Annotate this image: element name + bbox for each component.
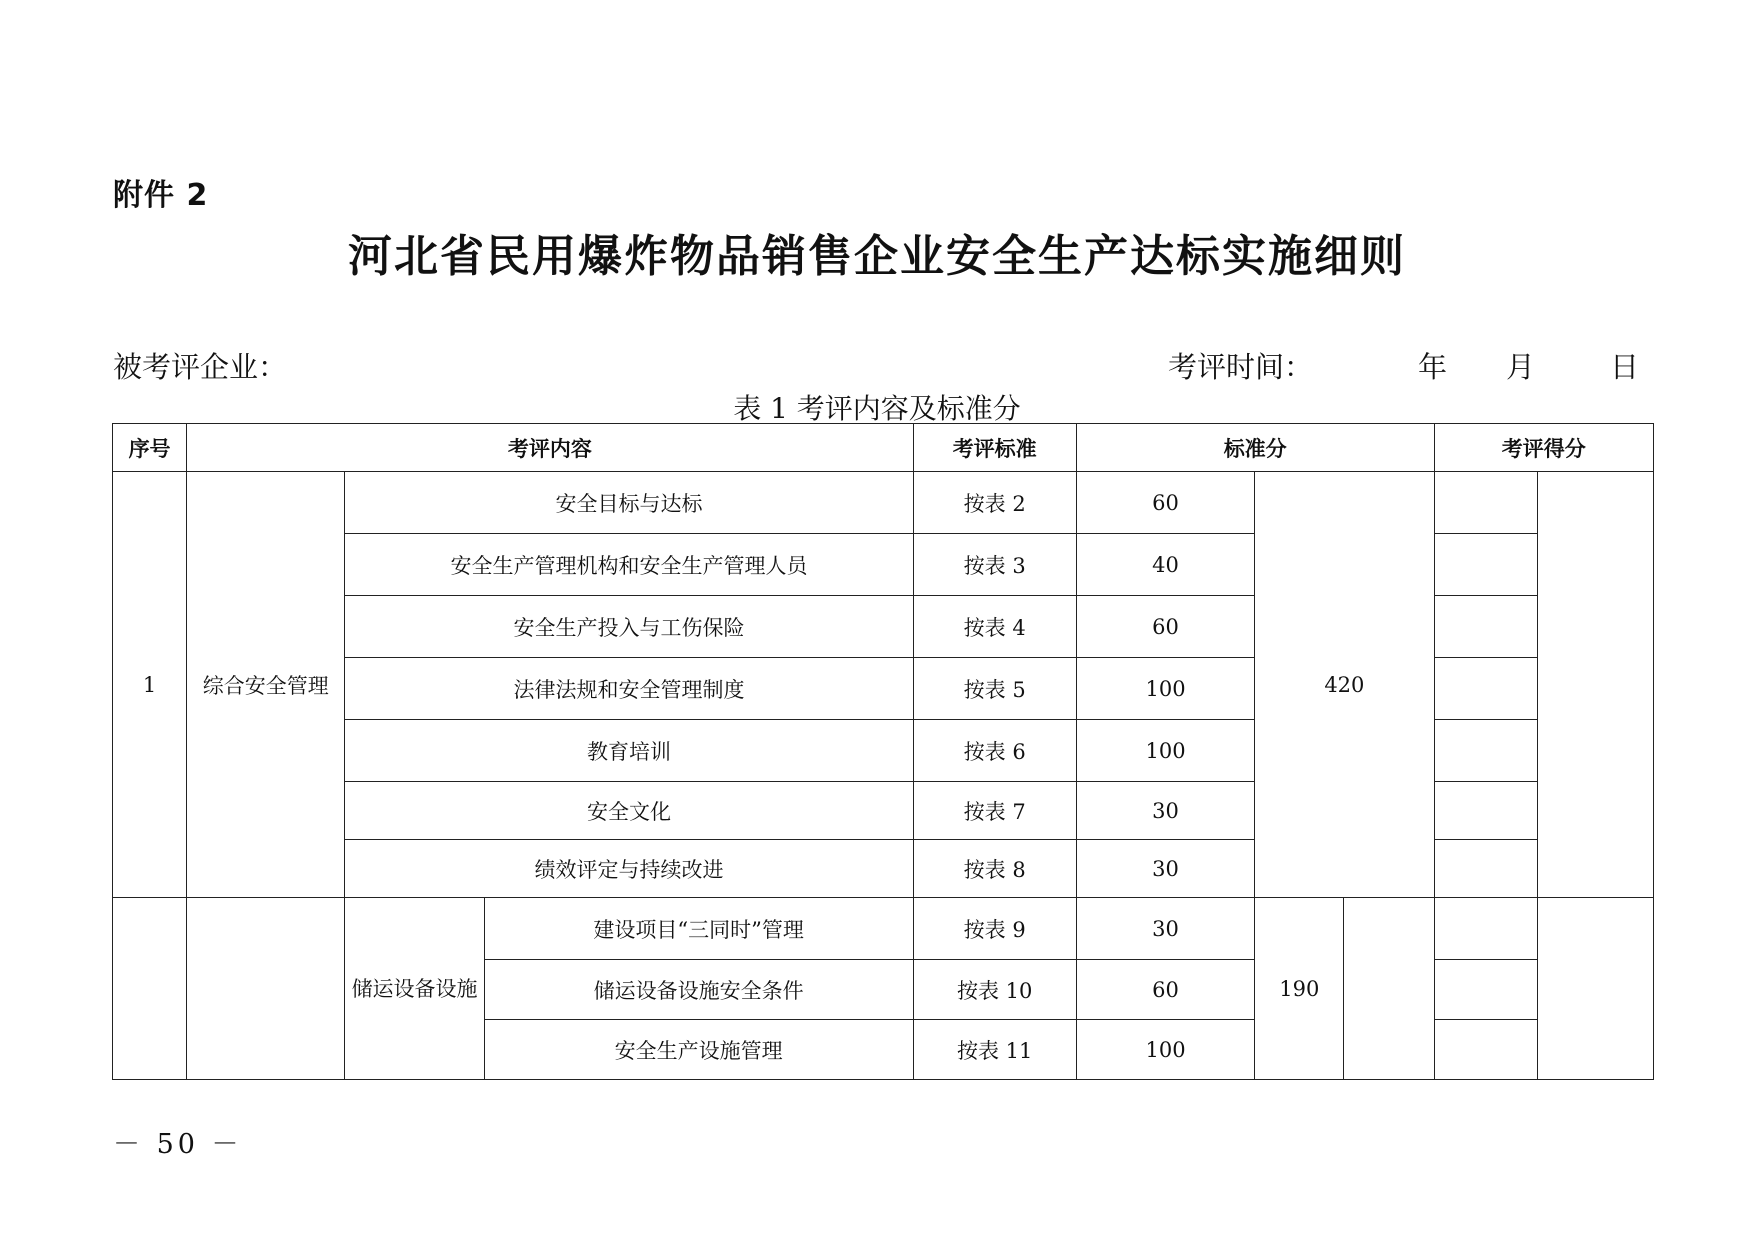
evaluated-enterprise-label: 被考评企业： (113, 350, 288, 384)
item-name: 安全文化 (345, 782, 913, 840)
item-standard: 按表 3 (913, 534, 1076, 596)
header-standard: 考评标准 (913, 424, 1076, 472)
document-title: 河北省民用爆炸物品销售企业安全生产达标实施细则 (348, 231, 1406, 282)
year-label: 年 (1418, 350, 1448, 384)
group1-index: 1 (113, 472, 187, 898)
header-obtained: 考评得分 (1434, 424, 1653, 472)
obtained-score-cell (1434, 898, 1537, 960)
item-name: 绩效评定与持续改进 (345, 840, 913, 898)
item-name: 安全生产投入与工伤保险 (345, 596, 913, 658)
table-row (113, 472, 1654, 534)
obtained-score-cell (1434, 472, 1537, 534)
month-label: 月 (1506, 350, 1536, 384)
group2-total-score: 190 (1255, 898, 1344, 1080)
item-name: 教育培训 (345, 720, 913, 782)
item-score: 100 (1076, 658, 1254, 720)
evaluation-table (112, 423, 1654, 1080)
evaluation-time-label: 考评时间： (1168, 350, 1314, 384)
page-number: － 50 － (113, 1129, 243, 1160)
item-name: 安全生产设施管理 (484, 1020, 913, 1080)
table-caption: 表 1 考评内容及标准分 (733, 392, 1021, 425)
obtained-score-cell (1434, 534, 1537, 596)
item-standard: 按表 6 (913, 720, 1076, 782)
header-score: 标准分 (1076, 424, 1434, 472)
item-standard: 按表 8 (913, 840, 1076, 898)
day-label: 日 (1610, 350, 1640, 384)
item-name: 法律法规和安全管理制度 (345, 658, 913, 720)
item-standard: 按表 10 (913, 960, 1076, 1020)
item-name: 储运设备设施安全条件 (484, 960, 913, 1020)
group1-total-score: 420 (1255, 472, 1434, 898)
annex-label: 附件 2 (113, 178, 209, 213)
obtained-score-cell (1434, 1020, 1537, 1080)
group1-category: 综合安全管理 (187, 472, 345, 898)
table-header-row (113, 424, 1654, 472)
item-standard: 按表 2 (913, 472, 1076, 534)
header-content: 考评内容 (187, 424, 913, 472)
item-name: 安全目标与达标 (345, 472, 913, 534)
obtained-score-cell (1434, 596, 1537, 658)
item-score: 100 (1076, 1020, 1254, 1080)
item-score: 30 (1076, 840, 1254, 898)
item-standard: 按表 5 (913, 658, 1076, 720)
group2-blank-cell (1344, 898, 1434, 1080)
item-name: 建设项目“三同时”管理 (484, 898, 913, 960)
group2-category (187, 898, 345, 1080)
item-score: 40 (1076, 534, 1254, 596)
header-index: 序号 (113, 424, 187, 472)
item-standard: 按表 9 (913, 898, 1076, 960)
obtained-score-cell (1434, 658, 1537, 720)
group2-index (113, 898, 187, 1080)
item-score: 60 (1076, 960, 1254, 1020)
item-standard: 按表 11 (913, 1020, 1076, 1080)
obtained-score-cell (1434, 840, 1537, 898)
group2-subcategory: 储运设备设施 (345, 898, 484, 1080)
item-score: 30 (1076, 898, 1254, 960)
item-score: 30 (1076, 782, 1254, 840)
item-standard: 按表 4 (913, 596, 1076, 658)
item-score: 60 (1076, 472, 1254, 534)
table-row (113, 898, 1654, 960)
item-standard: 按表 7 (913, 782, 1076, 840)
obtained-score-cell (1434, 960, 1537, 1020)
item-score: 60 (1076, 596, 1254, 658)
obtained-score-cell (1434, 720, 1537, 782)
obtained-total-cell (1537, 898, 1653, 1080)
obtained-score-cell (1434, 782, 1537, 840)
obtained-total-cell (1537, 472, 1653, 898)
item-score: 100 (1076, 720, 1254, 782)
item-name: 安全生产管理机构和安全生产管理人员 (345, 534, 913, 596)
